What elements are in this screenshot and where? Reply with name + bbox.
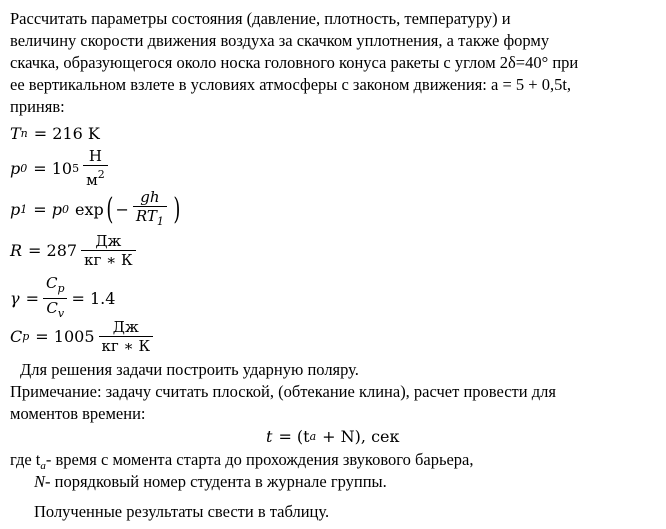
intro-line: ее вертикальном взлете в условиях атмосферы с законом движения: a = 5 + 0,5t, — [10, 75, 572, 94]
left-paren: ( — [106, 191, 114, 227]
fraction: $\frac{Н}{м^2}$ — [83, 147, 108, 189]
formula-p0: p 0 = 10 5 $\frac{Н}{м^2}$ — [10, 147, 112, 189]
formula-cp: C p = 1005 $\frac{Дж}{кг ∗ К}$ — [10, 318, 157, 355]
fraction: $\frac{Дж}{кг ∗ К}$ — [99, 318, 154, 355]
formula-p1: p 1 = p 0 exp ( − $\frac{gh}{RT_1}$ ) — [10, 188, 183, 231]
formula-gamma: γ = $\frac{C_p}{C_v}$ = 1.4 — [10, 274, 115, 323]
text-note: Примечание: задачу считать плоской, (обтекание клина), расчет провести для — [10, 382, 556, 401]
note-n: N- порядковый номер студента в журнале группы. — [34, 472, 387, 491]
fraction: $\frac{Дж}{кг ∗ К}$ — [81, 232, 136, 269]
intro-line: Рассчитать параметры состояния (давление, плотность, температуру) и — [10, 9, 511, 28]
formula-r: R = 287 $\frac{Дж}{кг ∗ К}$ — [10, 232, 140, 269]
formula-tn: T n = 216 K — [10, 124, 100, 143]
fraction: $\frac{C_p}{C_v}$ — [43, 274, 68, 323]
problem-statement — [10, 8, 658, 118]
formula-time: t = (t a + N), сек — [266, 427, 400, 446]
text-polar: Для решения задачи построить ударную поляру. — [20, 360, 359, 379]
fraction: $\frac{gh}{RT_1}$ — [133, 188, 167, 231]
right-paren: ) — [173, 191, 181, 227]
text-moments: моментов времени: — [10, 404, 146, 423]
final-line: Полученные результаты свести в таблицу. — [34, 502, 330, 521]
intro-line: величину скорости движения воздуха за скачком уплотнения, а также форму — [10, 31, 550, 50]
intro-line: приняв: — [10, 97, 65, 116]
note-ta: где $t_a-$ время с момента старта до прохождения звукового барьера, — [10, 450, 474, 472]
intro-line: скачка, образующегося около носка головного конуса ракеты с углом 2δ=40° при — [10, 53, 579, 72]
